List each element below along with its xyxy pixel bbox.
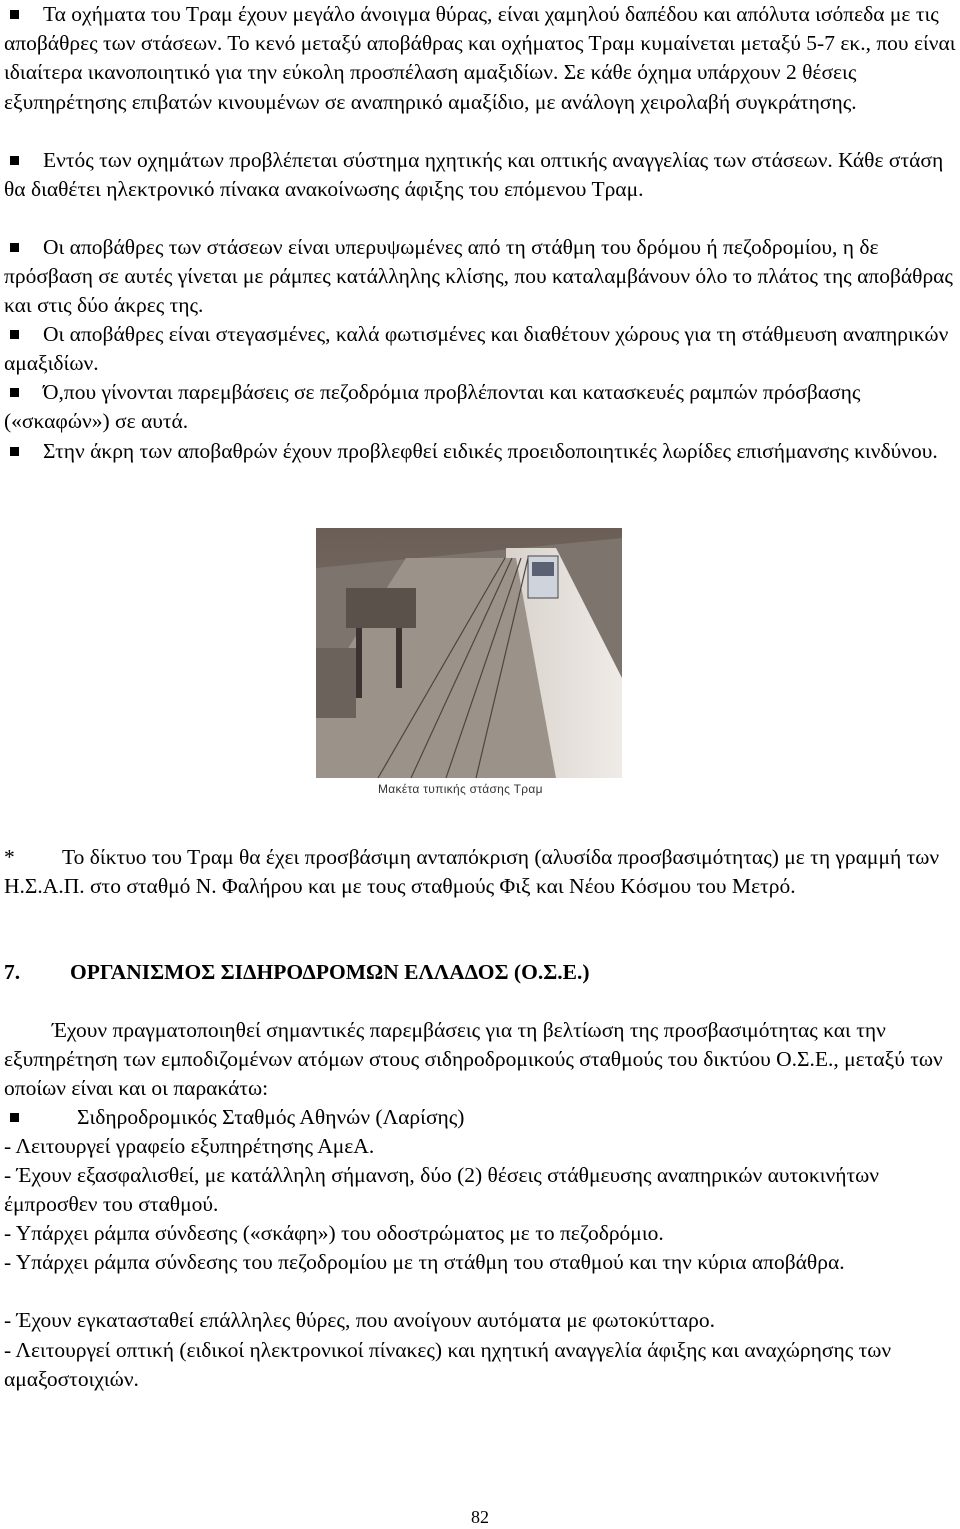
paragraph-ose-intro: Έχουν πραγματοποιηθεί σημαντικές παρεμβάσεις για τη βελτίωση της προσβασιμότητας και την εξυπηρέτηση των εμποδιζομένων ατόμων στους σιδηροδρομικούς σταθμούς του δικτύου Ο.Σ.Ε., μεταξύ των οποίων είναι και οι παρακάτω: bbox=[4, 1018, 943, 1101]
paragraph-announcements bbox=[4, 146, 956, 204]
paragraph-text: Τα οχήματα του Τραμ έχουν μεγάλο άνοιγμα θύρας, είναι χαμηλού δαπέδου και απόλυτα ισόπεδα με τις αποβάθρες των στάσεων. Το κενό μεταξύ αποβάθρας και οχήματος Τραμ κυμαίνεται μεταξύ 5-7 εκ., που είναι ιδιαίτερα ικανοποιητικό για την εύκολη προσπέλαση αμαξιδίων. Σε κάθε όχημα υπάρχουν 2 θέσεις εξυπηρέτησης επιβατών κινουμένων σε αναπηρικό αμαξίδιο, με ανάλογη χειρολαβή συγκράτησης. bbox=[4, 2, 956, 114]
section-heading bbox=[4, 958, 956, 987]
paragraph-platforms-raised bbox=[4, 233, 956, 321]
list-item: - Λειτουργεί οπτική (ειδικοί ηλεκτρονικοί πίνακες) και ηχητική αναγγελία άφιξης και αναχώρησης των αμαξοστοιχιών. bbox=[4, 1338, 892, 1392]
tram-stop-model-photo bbox=[316, 528, 622, 808]
paragraph-text: Οι αποβάθρες είναι στεγασμένες, καλά φωτισμένες και διαθέτουν χώρους για τη στάθμευση αναπηρικών αμαξιδίων. bbox=[4, 322, 949, 376]
paragraph-warning-strips bbox=[4, 437, 956, 466]
bullet-marker bbox=[10, 243, 19, 252]
paragraph-text: Οι αποβάθρες των στάσεων είναι υπερυψωμένες από τη στάθμη του δρόμου ή πεζοδρομίου, η δε πρόσβαση σε αυτές γίνεται με ράμπες κατάλληλης κλίσης, που καταλαμβάνουν όλο το πλάτος της αποβάθρας και στις δύο άκρες της. bbox=[4, 235, 953, 318]
station-bullet bbox=[4, 1103, 956, 1132]
paragraph-vehicles bbox=[4, 0, 956, 117]
list-item: - Λειτουργεί γραφείο εξυπηρέτησης ΑμεΑ. bbox=[4, 1134, 375, 1158]
asterisk: * bbox=[4, 845, 15, 869]
bullet-marker bbox=[10, 388, 19, 397]
paragraph-note bbox=[4, 843, 956, 901]
paragraph-text: Στην άκρη των αποβαθρών έχουν προβλεφθεί ειδικές προειδοποιητικές λωρίδες επισήμανσης κινδύνου. bbox=[43, 439, 938, 463]
list-item: - Υπάρχει ράμπα σύνδεσης του πεζοδρομίου με τη στάθμη του σταθμού και την κύρια αποβάθρα. bbox=[4, 1250, 845, 1274]
list-item: - Έχουν εξασφαλισθεί, με κατάλληλη σήμανση, δύο (2) θέσεις στάθμευσης αναπηρικών αυτοκινήτων έμπροσθεν του σταθμού. bbox=[4, 1163, 880, 1217]
figure-caption: Μακέτα τυπικής στάσης Τραμ bbox=[378, 782, 543, 796]
bullet-marker bbox=[10, 156, 19, 165]
list-item: - Έχουν εγκατασταθεί επάλληλες θύρες, που ανοίγουν αυτόματα με φωτοκύτταρο. bbox=[4, 1308, 715, 1332]
note-text: Το δίκτυο του Τραμ θα έχει προσβάσιμη ανταπόκριση (αλυσίδα προσβασιμότητας) με τη γραμμή των Η.Σ.Α.Π. στο σταθμό Ν. Φαλήρου και με τους σταθμούς Φιξ και Νέου Κόσμου του Μετρό. bbox=[4, 845, 940, 899]
list-item: - Υπάρχει ράμπα σύνδεσης («σκάφη») του οδοστρώματος με το πεζοδρόμιο. bbox=[4, 1221, 664, 1245]
section-title: ΟΡΓΑΝΙΣΜΟΣ ΣΙΔΗΡΟΔΡΟΜΩΝ ΕΛΛΑΔΟΣ (Ο.Σ.Ε.) bbox=[70, 960, 590, 984]
bullet-marker bbox=[10, 1113, 19, 1122]
section-number: 7. bbox=[4, 960, 21, 984]
bullet-marker bbox=[10, 447, 19, 456]
paragraph-platforms-covered bbox=[4, 320, 956, 378]
paragraph-ramps bbox=[4, 378, 956, 436]
paragraph-text: Ό,που γίνονται παρεμβάσεις σε πεζοδρόμια προβλέπονται και κατασκευές ραμπών πρόσβασης («σκαφών») σε αυτά. bbox=[4, 380, 861, 434]
bullet-marker bbox=[10, 330, 19, 339]
station-name: Σιδηροδρομικός Σταθμός Αθηνών (Λαρίσης) bbox=[77, 1105, 465, 1129]
paragraph-text: Εντός των οχημάτων προβλέπεται σύστημα ηχητικής και οπτικής αναγγελίας των στάσεων. Κάθε στάση θα διαθέτει ηλεκτρονικό πίνακα ανακοίνωσης άφιξης του επόμενου Τραμ. bbox=[4, 148, 944, 202]
tram-model-illustration bbox=[316, 528, 622, 778]
bullet-marker bbox=[10, 10, 19, 19]
page-number: 82 bbox=[471, 1507, 489, 1527]
